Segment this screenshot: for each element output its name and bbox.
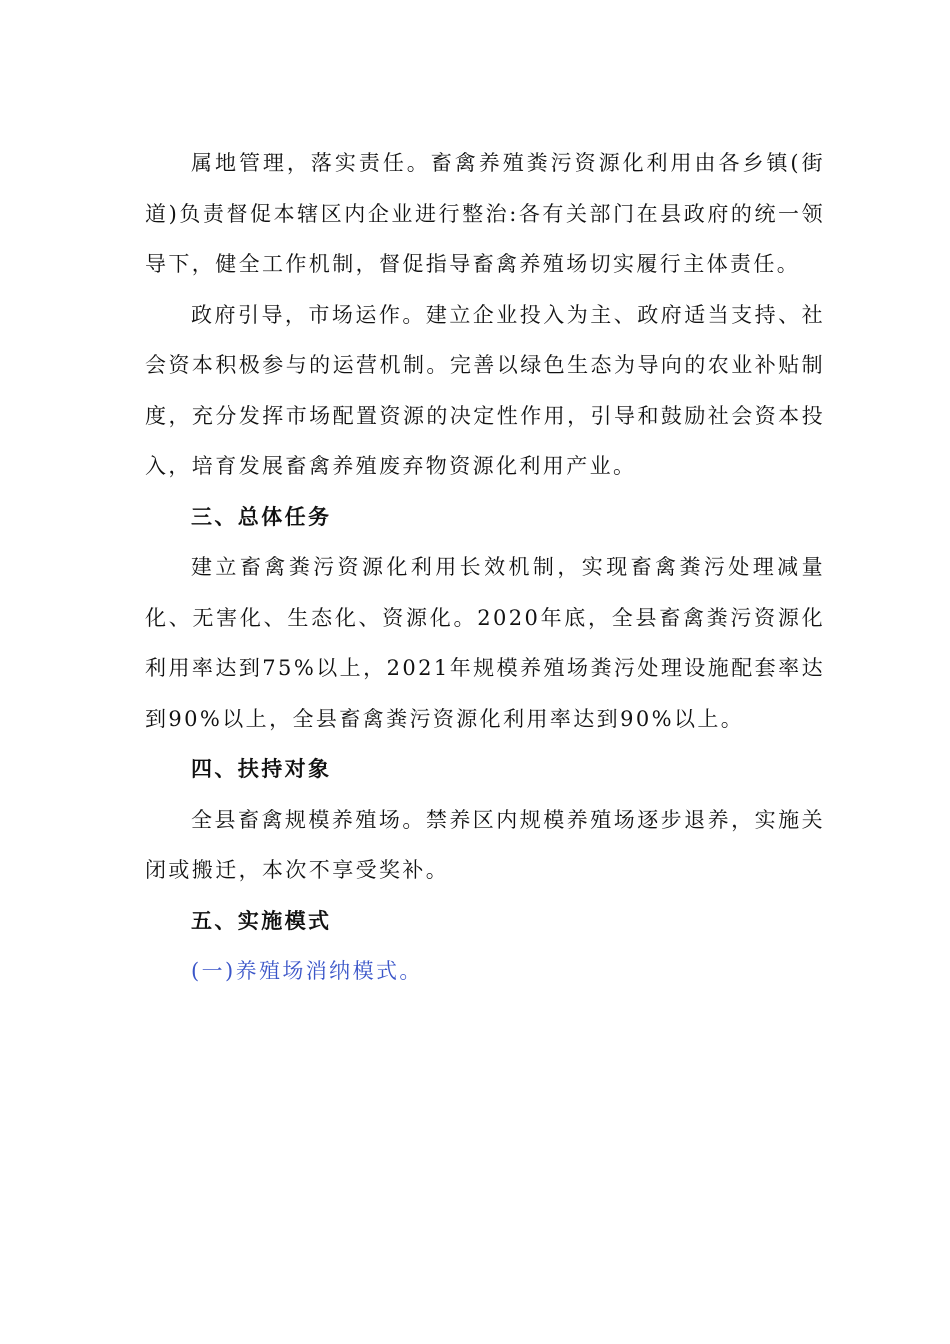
paragraph-support-targets: 全县畜禽规模养殖场。禁养区内规模养殖场逐步退养，实施关闭或搬迁，本次不享受奖补。 (145, 807, 825, 882)
section-heading-implementation-models: 五、实施模式 (191, 907, 332, 933)
section-heading-support-targets: 四、扶持对象 (191, 756, 332, 781)
section-heading-overall-tasks: 三、总体任务 (191, 503, 332, 529)
paragraph-territorial-management: 属地管理，落实责任。畜禽养殖粪污资源化利用由各乡镇(街道)负责督促本辖区内企业进行整治:各有关部门在县政府的统一领导下，健全工作机制，督促指导畜禽养殖场切实履行主体责任。 (145, 151, 825, 276)
paragraph-government-guidance: 政府引导，市场运作。建立企业投入为主、政府适当支持、社会资本积极参与的运营机制。完善以绿色生态为导向的农业补贴制度，充分发挥市场配置资源的决定性作用，引导和鼓励社会资本投入，培育发展畜禽养殖废弃物资源化利用产业。 (145, 302, 825, 478)
subsection-link-farm-absorption-model[interactable]: (一)养殖场消纳模式。 (191, 959, 423, 983)
paragraph-overall-tasks: 建立畜禽粪污资源化利用长效机制，实现畜禽粪污处理减量化、无害化、生态化、资源化。2020年底，全县畜禽粪污资源化利用率达到75%以上，2021年规模养殖场粪污处理设施配套率达到90%以上，全县畜禽粪污资源化利用率达到90%以上。 (145, 555, 825, 731)
document-body (145, 138, 825, 997)
